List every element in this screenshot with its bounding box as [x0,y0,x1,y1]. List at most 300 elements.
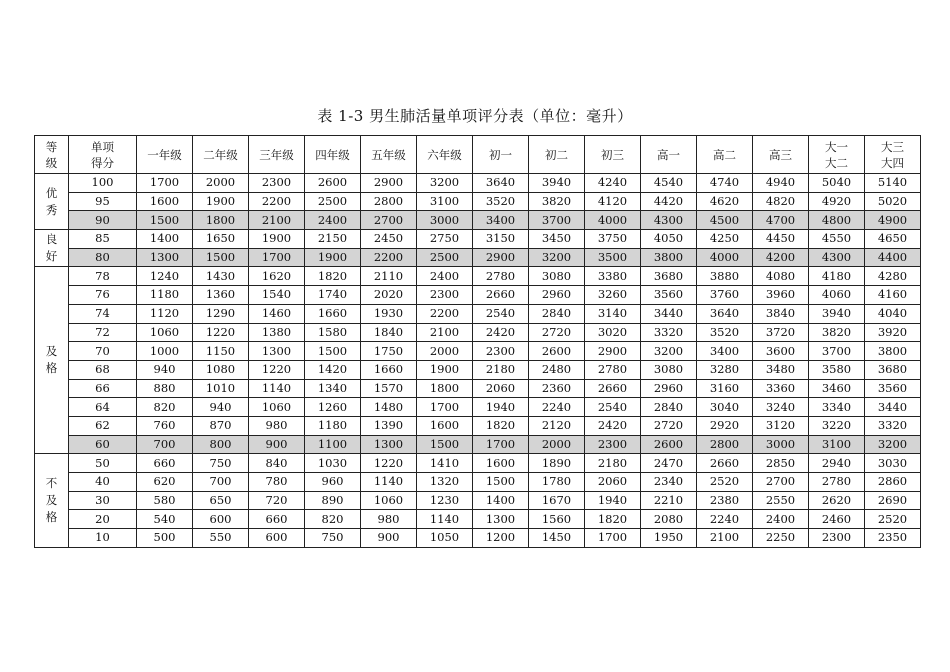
value-cell: 620 [137,473,193,492]
value-cell: 3220 [809,416,865,435]
value-cell: 2300 [249,174,305,193]
value-cell: 1300 [473,510,529,529]
value-cell: 3720 [753,323,809,342]
value-cell: 1420 [305,360,361,379]
value-cell: 4820 [753,192,809,211]
value-cell: 1030 [305,454,361,473]
value-cell: 1780 [529,473,585,492]
value-cell: 4900 [865,211,921,230]
value-cell: 1500 [137,211,193,230]
value-cell: 2960 [641,379,697,398]
value-cell: 1600 [137,192,193,211]
header-col: 三年级 [249,136,305,174]
value-cell: 4050 [641,230,697,249]
table-row [35,230,921,249]
value-cell: 1840 [361,323,417,342]
table-row [35,192,921,211]
value-cell: 3200 [529,248,585,267]
value-cell: 2180 [585,454,641,473]
value-cell: 500 [137,529,193,548]
table-row [35,416,921,435]
value-cell: 1320 [417,473,473,492]
value-cell: 550 [193,529,249,548]
value-cell: 5140 [865,174,921,193]
value-cell: 1670 [529,491,585,510]
score-cell: 70 [69,342,137,361]
value-cell: 3580 [809,360,865,379]
value-cell: 2240 [529,398,585,417]
value-cell: 1940 [473,398,529,417]
value-cell: 3200 [417,174,473,193]
value-cell: 1500 [473,473,529,492]
value-cell: 760 [137,416,193,435]
value-cell: 4550 [809,230,865,249]
value-cell: 1560 [529,510,585,529]
value-cell: 3040 [697,398,753,417]
value-cell: 800 [193,435,249,454]
value-cell: 2900 [585,342,641,361]
value-cell: 2800 [361,192,417,211]
value-cell: 2700 [361,211,417,230]
value-cell: 1570 [361,379,417,398]
value-cell: 2100 [417,323,473,342]
value-cell: 2400 [753,510,809,529]
value-cell: 5020 [865,192,921,211]
value-cell: 4000 [697,248,753,267]
value-cell: 2060 [585,473,641,492]
value-cell: 2500 [417,248,473,267]
value-cell: 1900 [249,230,305,249]
value-cell: 700 [193,473,249,492]
value-cell: 2520 [865,510,921,529]
value-cell: 820 [137,398,193,417]
header-grade: 等 级 [35,136,69,174]
value-cell: 2450 [361,230,417,249]
score-cell: 66 [69,379,137,398]
value-cell: 1400 [137,230,193,249]
table-row [35,342,921,361]
value-cell: 3120 [753,416,809,435]
value-cell: 3760 [697,286,753,305]
value-cell: 3150 [473,230,529,249]
value-cell: 3680 [865,360,921,379]
value-cell: 4700 [753,211,809,230]
value-cell: 4920 [809,192,865,211]
value-cell: 1060 [249,398,305,417]
value-cell: 2700 [753,473,809,492]
value-cell: 660 [249,510,305,529]
header-row [35,136,921,174]
value-cell: 2210 [641,491,697,510]
value-cell: 4650 [865,230,921,249]
value-cell: 4040 [865,304,921,323]
value-cell: 2200 [249,192,305,211]
score-cell: 62 [69,416,137,435]
value-cell: 700 [137,435,193,454]
value-cell: 2620 [809,491,865,510]
score-cell: 20 [69,510,137,529]
value-cell: 3140 [585,304,641,323]
value-cell: 1080 [193,360,249,379]
value-cell: 3820 [809,323,865,342]
grade-label: 及 格 [35,267,69,454]
value-cell: 900 [361,529,417,548]
value-cell: 2480 [529,360,585,379]
value-cell: 840 [249,454,305,473]
value-cell: 3460 [809,379,865,398]
score-cell: 10 [69,529,137,548]
value-cell: 2300 [473,342,529,361]
value-cell: 3450 [529,230,585,249]
value-cell: 650 [193,491,249,510]
value-cell: 4080 [753,267,809,286]
score-cell: 95 [69,192,137,211]
value-cell: 2780 [809,473,865,492]
table-title: 表 1-3 男生肺活量单项评分表（单位：毫升） [317,107,633,125]
value-cell: 3680 [641,267,697,286]
table-row [35,379,921,398]
value-cell: 1120 [137,304,193,323]
value-cell: 4620 [697,192,753,211]
value-cell: 3080 [641,360,697,379]
value-cell: 580 [137,491,193,510]
score-cell: 50 [69,454,137,473]
value-cell: 1300 [137,248,193,267]
value-cell: 4740 [697,174,753,193]
value-cell: 4180 [809,267,865,286]
value-cell: 1290 [193,304,249,323]
value-cell: 2120 [529,416,585,435]
value-cell: 1620 [249,267,305,286]
header-col: 四年级 [305,136,361,174]
value-cell: 1580 [305,323,361,342]
value-cell: 1700 [137,174,193,193]
value-cell: 2200 [361,248,417,267]
value-cell: 4800 [809,211,865,230]
value-cell: 2300 [809,529,865,548]
value-cell: 2460 [809,510,865,529]
value-cell: 3840 [753,304,809,323]
value-cell: 2720 [641,416,697,435]
value-cell: 4450 [753,230,809,249]
value-cell: 2850 [753,454,809,473]
value-cell: 3520 [697,323,753,342]
value-cell: 2100 [697,529,753,548]
value-cell: 1220 [361,454,417,473]
value-cell: 1750 [361,342,417,361]
value-cell: 3800 [641,248,697,267]
value-cell: 3380 [585,267,641,286]
value-cell: 1740 [305,286,361,305]
value-cell: 3100 [809,435,865,454]
value-cell: 1650 [193,230,249,249]
value-cell: 1220 [249,360,305,379]
value-cell: 3440 [641,304,697,323]
value-cell: 3160 [697,379,753,398]
value-cell: 1900 [193,192,249,211]
value-cell: 3240 [753,398,809,417]
table-row [35,267,921,286]
value-cell: 2060 [473,379,529,398]
value-cell: 2520 [697,473,753,492]
value-cell: 880 [137,379,193,398]
value-cell: 3440 [865,398,921,417]
value-cell: 3320 [865,416,921,435]
value-cell: 3820 [529,192,585,211]
value-cell: 1050 [417,529,473,548]
value-cell: 2110 [361,267,417,286]
value-cell: 1010 [193,379,249,398]
value-cell: 2600 [641,435,697,454]
value-cell: 2780 [473,267,529,286]
value-cell: 2600 [305,174,361,193]
score-cell: 30 [69,491,137,510]
value-cell: 980 [361,510,417,529]
value-cell: 4120 [585,192,641,211]
value-cell: 2840 [529,304,585,323]
value-cell: 3200 [865,435,921,454]
value-cell: 1150 [193,342,249,361]
value-cell: 2540 [585,398,641,417]
value-cell: 1200 [473,529,529,548]
score-cell: 74 [69,304,137,323]
value-cell: 2180 [473,360,529,379]
value-cell: 3320 [641,323,697,342]
value-cell: 1410 [417,454,473,473]
value-cell: 1800 [417,379,473,398]
value-cell: 3500 [585,248,641,267]
value-cell: 1940 [585,491,641,510]
value-cell: 2750 [417,230,473,249]
value-cell: 2350 [865,529,921,548]
value-cell: 4940 [753,174,809,193]
value-cell: 1430 [193,267,249,286]
value-cell: 980 [249,416,305,435]
value-cell: 3940 [809,304,865,323]
value-cell: 1600 [417,416,473,435]
value-cell: 2400 [417,267,473,286]
value-cell: 1140 [417,510,473,529]
grade-label: 优 秀 [35,174,69,230]
value-cell: 4420 [641,192,697,211]
value-cell: 3880 [697,267,753,286]
value-cell: 4200 [753,248,809,267]
value-cell: 820 [305,510,361,529]
value-cell: 3340 [809,398,865,417]
value-cell: 2500 [305,192,361,211]
value-cell: 4160 [865,286,921,305]
header-col: 高一 [641,136,697,174]
value-cell: 3200 [641,342,697,361]
value-cell: 2660 [585,379,641,398]
value-cell: 1380 [249,323,305,342]
value-cell: 3000 [417,211,473,230]
value-cell: 940 [137,360,193,379]
value-cell: 2250 [753,529,809,548]
header-col: 高三 [753,136,809,174]
value-cell: 3030 [865,454,921,473]
value-cell: 940 [193,398,249,417]
value-cell: 1230 [417,491,473,510]
value-cell: 2150 [305,230,361,249]
value-cell: 2470 [641,454,697,473]
value-cell: 600 [193,510,249,529]
value-cell: 1700 [249,248,305,267]
value-cell: 3520 [473,192,529,211]
value-cell: 1140 [361,473,417,492]
value-cell: 3280 [697,360,753,379]
value-cell: 1820 [473,416,529,435]
table-row [35,454,921,473]
value-cell: 1660 [361,360,417,379]
table-row [35,435,921,454]
value-cell: 3920 [865,323,921,342]
header-col: 一年级 [137,136,193,174]
value-cell: 2000 [193,174,249,193]
table-row [35,174,921,193]
value-cell: 1930 [361,304,417,323]
value-cell: 750 [193,454,249,473]
value-cell: 2300 [585,435,641,454]
value-cell: 2000 [529,435,585,454]
table-row [35,211,921,230]
value-cell: 3940 [529,174,585,193]
value-cell: 4400 [865,248,921,267]
value-cell: 1800 [193,211,249,230]
header-col: 初三 [585,136,641,174]
score-cell: 76 [69,286,137,305]
value-cell: 890 [305,491,361,510]
value-cell: 1700 [473,435,529,454]
value-cell: 4280 [865,267,921,286]
value-cell: 1700 [585,529,641,548]
header-col: 五年级 [361,136,417,174]
table-row [35,360,921,379]
value-cell: 1900 [417,360,473,379]
score-cell: 80 [69,248,137,267]
value-cell: 1300 [361,435,417,454]
value-cell: 1390 [361,416,417,435]
value-cell: 1100 [305,435,361,454]
header-col: 二年级 [193,136,249,174]
grade-label: 不 及 格 [35,454,69,547]
value-cell: 2340 [641,473,697,492]
score-cell: 85 [69,230,137,249]
table-row [35,323,921,342]
header-score: 单项 得分 [69,136,137,174]
value-cell: 1700 [417,398,473,417]
value-cell: 4240 [585,174,641,193]
value-cell: 2540 [473,304,529,323]
value-cell: 3100 [417,192,473,211]
value-cell: 1060 [361,491,417,510]
value-cell: 2840 [641,398,697,417]
header-col: 初一 [473,136,529,174]
value-cell: 4000 [585,211,641,230]
value-cell: 1260 [305,398,361,417]
value-cell: 1000 [137,342,193,361]
value-cell: 2900 [473,248,529,267]
score-cell: 40 [69,473,137,492]
score-cell: 78 [69,267,137,286]
value-cell: 1460 [249,304,305,323]
table-row [35,491,921,510]
value-cell: 3640 [473,174,529,193]
value-cell: 4250 [697,230,753,249]
value-cell: 3260 [585,286,641,305]
score-cell: 60 [69,435,137,454]
value-cell: 1600 [473,454,529,473]
value-cell: 3800 [865,342,921,361]
table-row [35,529,921,548]
score-cell: 90 [69,211,137,230]
value-cell: 2780 [585,360,641,379]
value-cell: 1950 [641,529,697,548]
value-cell: 2200 [417,304,473,323]
value-cell: 2400 [305,211,361,230]
value-cell: 1660 [305,304,361,323]
value-cell: 750 [305,529,361,548]
value-cell: 2720 [529,323,585,342]
score-cell: 72 [69,323,137,342]
value-cell: 1140 [249,379,305,398]
header-col: 高二 [697,136,753,174]
value-cell: 2920 [697,416,753,435]
value-cell: 3960 [753,286,809,305]
value-cell: 2660 [697,454,753,473]
value-cell: 1240 [137,267,193,286]
value-cell: 2940 [809,454,865,473]
header-col: 大三 大四 [865,136,921,174]
value-cell: 870 [193,416,249,435]
value-cell: 4500 [697,211,753,230]
value-cell: 2300 [417,286,473,305]
value-cell: 3600 [753,342,809,361]
score-cell: 64 [69,398,137,417]
value-cell: 900 [249,435,305,454]
value-cell: 4060 [809,286,865,305]
table-row [35,398,921,417]
value-cell: 2550 [753,491,809,510]
table-row [35,304,921,323]
value-cell: 1340 [305,379,361,398]
value-cell: 2080 [641,510,697,529]
value-cell: 1360 [193,286,249,305]
value-cell: 1450 [529,529,585,548]
value-cell: 1500 [305,342,361,361]
value-cell: 2600 [529,342,585,361]
value-cell: 2420 [585,416,641,435]
grade-label: 良 好 [35,230,69,267]
value-cell: 4300 [809,248,865,267]
value-cell: 5040 [809,174,865,193]
value-cell: 3700 [529,211,585,230]
value-cell: 2800 [697,435,753,454]
value-cell: 1180 [137,286,193,305]
value-cell: 780 [249,473,305,492]
value-cell: 600 [249,529,305,548]
value-cell: 2660 [473,286,529,305]
value-cell: 2240 [697,510,753,529]
value-cell: 2000 [417,342,473,361]
value-cell: 2690 [865,491,921,510]
value-cell: 960 [305,473,361,492]
value-cell: 1900 [305,248,361,267]
table-row [35,510,921,529]
value-cell: 3480 [753,360,809,379]
value-cell: 3700 [809,342,865,361]
header-col: 六年级 [417,136,473,174]
